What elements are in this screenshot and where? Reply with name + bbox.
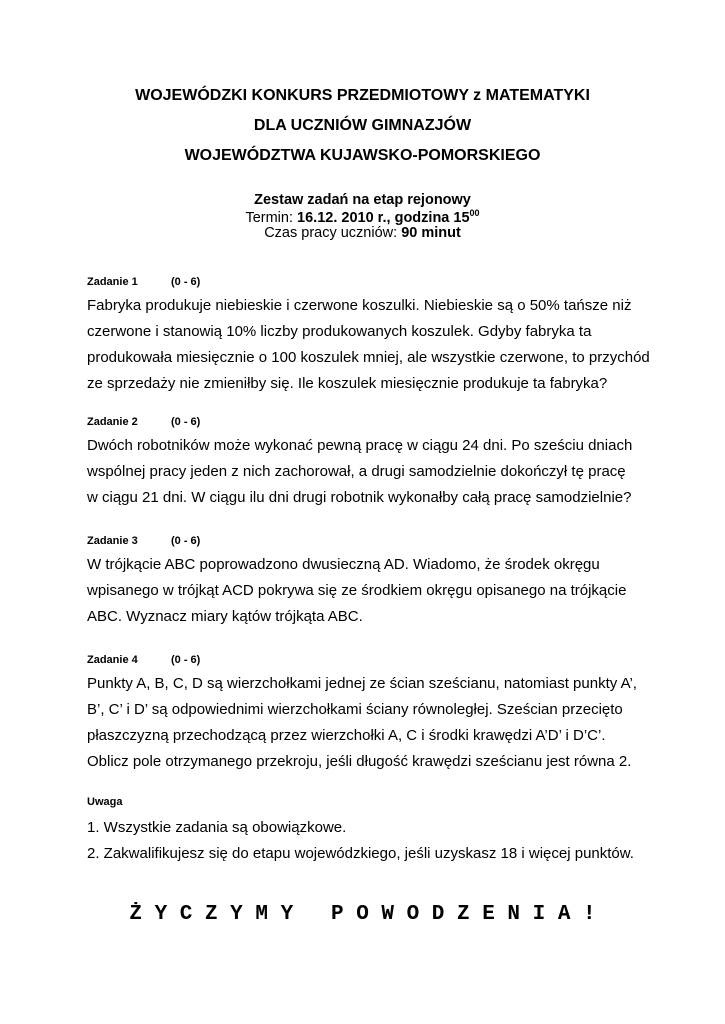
closing-wish: Ż Y C Z Y M Y P O W O D Z E N I A ! — [129, 903, 596, 926]
task-3 — [87, 535, 647, 630]
task-line: Oblicz pole otrzymanego przekroju, jeśli długość krawędzi sześcianu jest równa 2. — [87, 753, 632, 770]
task-label: Zadanie 4 — [87, 654, 138, 666]
task-line: W trójkącie ABC poprowadzono dwusieczną AD. Wiadomo, że środek okręgu — [87, 556, 600, 573]
task-points: (0 - 6) — [171, 535, 201, 547]
term-minutes: 00 — [469, 208, 480, 218]
task-4 — [87, 654, 647, 775]
task-line: Punkty A, B, C, D są wierzchołkami jednej ze ścian sześcianu, natomiast punkty A’, — [87, 675, 637, 692]
task-1 — [87, 276, 650, 397]
task-points: (0 - 6) — [171, 654, 201, 666]
task-label: Zadanie 2 — [87, 416, 138, 428]
task-line: płaszczyzną przechodzącą przez wierzchołki A, C i środki krawędzi A’D’ i D’C’. — [87, 727, 606, 744]
task-points: (0 - 6) — [171, 416, 201, 428]
time-label: Czas pracy uczniów: — [264, 225, 402, 241]
task-line: produkowała miesięcznie o 100 koszulek mniej, ale wszystkie czerwone, to przychód — [87, 349, 650, 366]
task-header — [87, 654, 647, 670]
contest-region: WOJEWÓDZTWA KUJAWSKO-POMORSKIEGO — [184, 147, 541, 164]
task-line: wpisanego w trójkąt ACD pokrywa się ze środkiem okręgu opisanego na trójkącie — [87, 582, 627, 599]
term-label: Termin: — [245, 210, 298, 226]
term-value: 16.12. 2010 r., godzina 15 — [297, 210, 470, 226]
task-line: Dwóch robotników może wykonać pewną pracę w ciągu 24 dni. Po sześciu dniach — [87, 437, 633, 454]
term-line — [0, 208, 725, 226]
task-line: Fabryka produkuje niebieskie i czerwone koszulki. Niebieskie są o 50% tańsze niż — [87, 297, 632, 314]
task-line: czerwone i stanowią 10% liczby produkowanych koszulek. Gdyby fabryka ta — [87, 323, 592, 340]
task-label: Zadanie 3 — [87, 535, 138, 547]
task-line: w ciągu 21 dni. W ciągu ilu dni drugi robotnik wykonałby całą pracę samodzielnie? — [87, 489, 632, 506]
task-points: (0 - 6) — [171, 276, 201, 288]
stage-label: Zestaw zadań na etap rejonowy — [254, 192, 471, 208]
note-section — [87, 796, 647, 867]
time-line — [0, 225, 725, 241]
task-text — [87, 293, 650, 397]
task-line: wspólnej pracy jeden z nich zachorował, a drugi samodzielnie dokończył tę pracę — [87, 463, 626, 480]
note-item: 2. Zakwalifikujesz się do etapu wojewódzkiego, jeśli uzyskasz 18 i więcej punktów. — [87, 845, 634, 862]
task-text — [87, 433, 647, 511]
task-header — [87, 535, 647, 551]
note-item: 1. Wszystkie zadania są obowiązkowe. — [87, 819, 347, 836]
task-line: ABC. Wyznacz miary kątów trójkąta ABC. — [87, 608, 363, 625]
task-2 — [87, 416, 647, 511]
task-text — [87, 671, 647, 775]
contest-audience: DLA UCZNIÓW GIMNAZJÓW — [253, 117, 472, 134]
time-value: 90 minut — [401, 225, 461, 241]
note-title: Uwaga — [87, 796, 123, 808]
note-list — [87, 815, 647, 867]
task-line: B’, C’ i D’ są odpowiednimi wierzchołkami ściany równoległej. Sześcian przecięto — [87, 701, 623, 718]
task-header — [87, 416, 647, 432]
task-line: ze sprzedaży nie zmieniłby się. Ile koszulek miesięcznie produkuje ta fabryka? — [87, 375, 608, 392]
task-label: Zadanie 1 — [87, 276, 138, 288]
contest-title: WOJEWÓDZKI KONKURS PRZEDMIOTOWY z MATEMATYKI — [135, 87, 590, 104]
task-header — [87, 276, 647, 292]
task-text — [87, 552, 647, 630]
